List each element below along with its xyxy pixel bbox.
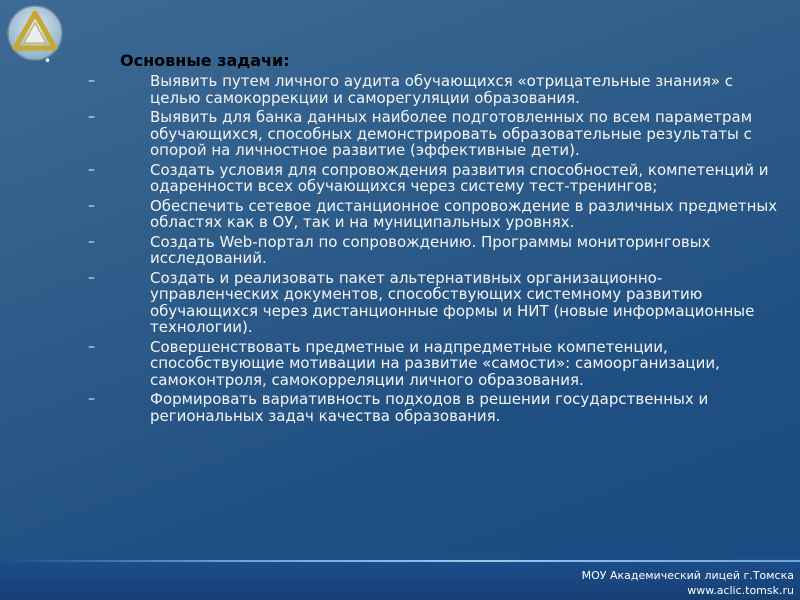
bullet-dot: • [44,54,52,68]
task-text: Создать Web-портал по сопровождению. Программы мониторинговых исследований. [150,232,711,267]
dash-marker: – [88,391,95,407]
footer-bar [0,558,800,600]
task-text: Создать и реализовать пакет альтернативных организационно-управленческих документов, способствующих системному развитию обучающихся через дистанционные формы и НИТ (новые информационные технологии). [150,268,755,336]
dash-marker: – [88,161,95,178]
task-text: Создать условия для сопровождения развития способностей, компетенций и одаренности всех обучающихся через систему тест-тренингов; [150,160,769,195]
task-item [88,109,788,159]
task-item [88,339,788,389]
triangle-logo-icon [6,4,64,62]
slide-heading: Основные задачи: [120,51,290,70]
dash-marker: – [88,269,95,286]
footer-text [582,568,794,598]
dash-marker: – [88,109,95,125]
task-item [88,162,788,195]
task-text: Совершенствовать предметные и надпредметные компетенции, способствующие мотивации на развитие «самости»: самоорганизации, самоконтроля, самокорреляции личного образования. [150,337,720,389]
dash-marker: – [88,73,95,89]
task-item [88,73,788,106]
task-item [88,270,788,336]
task-item [88,391,788,424]
task-list [88,73,788,427]
footer-divider [0,560,800,562]
footer-org: МОУ Академический лицей г.Томска [581,569,794,582]
dash-marker: – [88,338,95,355]
task-item [88,234,788,267]
dash-marker: – [88,197,95,214]
task-text: Формировать вариативность подходов в решении государственных и региональных задач качества образования. [150,390,709,425]
footer-url[interactable]: www.aclic.tomsk.ru [687,584,794,597]
task-item [88,198,788,231]
task-text: Выявить для банка данных наиболее подготовленных по всем параметрам обучающихся, способных демонстрировать образовательные результаты с опорой на личностное развитие (эффективные дети). [150,108,753,159]
dash-marker: – [88,233,95,250]
task-text: Обеспечить сетевое дистанционное сопровождение в различных предметных областях как в ОУ, так и на муниципальных уровнях. [150,196,778,231]
task-text: Выявить путем личного аудита обучающихся «отрицательные знания» с целью самокоррекции и саморегуляции образования. [150,72,734,107]
